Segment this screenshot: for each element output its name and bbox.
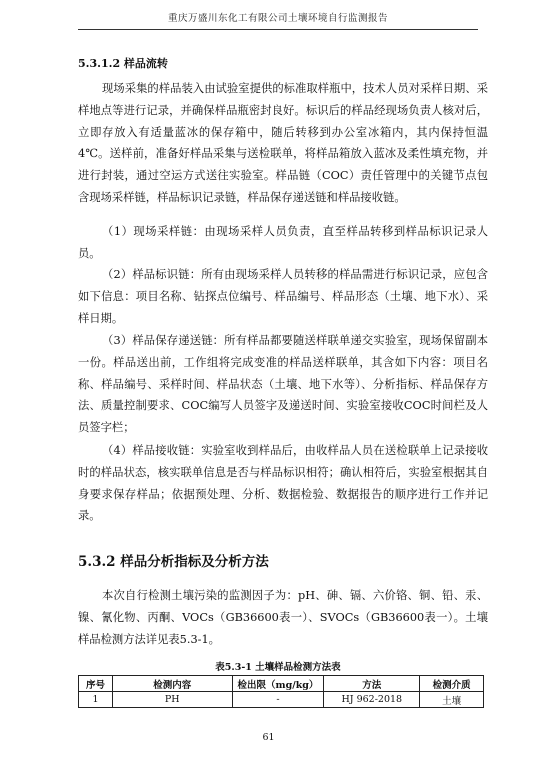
running-header: 重庆万盛川东化工有限公司土壤环境自行监测报告 <box>167 13 388 24</box>
paragraph-sample-storage-chain: （3）样品保存递送链：所有样品都要随送样联单递交实验室，现场保留副本一份。样品送出前，工作组将完成变准的样品送样联单，其含如下内容：项目名称、样品编号、采样时间、样品状态（土壤、地下水等）、分析指标、样品保存方法、质量控制要求、COC编写人员签字及递送时间、实验室接收COC时间栏及人员签字栏； <box>78 334 488 435</box>
heading-analysis-indicators: 5.3.2 样品分析指标及分析方法 <box>78 554 269 570</box>
table-header-cell: 方法 <box>324 676 420 692</box>
soil-methods-table <box>78 675 484 708</box>
paragraph-monitoring-factors: 本次自行检测土壤污染的监测因子为：pH、砷、镉、六价铬、铜、铅、汞、镍、氰化物、丙酮、VOCs（GB36600表一）、SVOCs（GB36600表一）。土壤样品检测方法详见表5.3-1。 <box>78 589 488 646</box>
table-cell: HJ 962-2018 <box>324 692 420 708</box>
paragraph-sample-circulation: 现场采集的样品装入由试验室提供的标准取样瓶中，技术人员对采样日期、采样地点等进行记录，并确保样品瓶密封良好。标识后的样品经现场负责人核对后，立即存放入有适量蓝冰的保存箱中，随后转移到办公室冰箱内，其内保持恒温4℃。送样前，准备好样品采集与送检联单，将样品箱放入蓝冰及柔性填充物，并进行封装，通过空运方式送往实验室。样品链（COC）责任管理中的关键节点包含现场采样链，样品标识记录链，样品保存递送链和样品接收链。 <box>78 82 488 204</box>
table-cell: - <box>232 692 324 708</box>
table-header-cell: 检出限（mg/kg） <box>232 676 324 692</box>
header-rule <box>78 29 478 30</box>
table-header-cell: 检测介质 <box>420 676 484 692</box>
page-number: 61 <box>262 732 275 743</box>
table-header-cell: 序号 <box>79 676 113 692</box>
table-cell: 1 <box>79 692 113 708</box>
table-cell: PH <box>112 692 232 708</box>
table-cell: 土壤 <box>420 692 484 708</box>
paragraph-sample-receipt-chain: （4）样品接收链：实验室收到样品后，由收样品人员在送检联单上记录接收时的样品状态，核实联单信息是否与样品标识相符；确认相符后，实验室根据其自身要求保存样品；依据预处理、分析、数据检验、数据报告的顺序进行工作并记录。 <box>78 444 488 523</box>
paragraph-sample-labeling-chain: （2）样品标识链：所有由现场采样人员转移的样品需进行标识记录，应包含如下信息：项目名称、钻探点位编号、样品编号、样品形态（土壤、地下水）、采样日期。 <box>78 268 488 325</box>
table-header-cell: 检测内容 <box>112 676 232 692</box>
table-row <box>79 692 484 708</box>
table-header-row <box>79 676 484 692</box>
heading-sample-circulation: 5.3.1.2 样品流转 <box>78 57 168 70</box>
paragraph-field-sampling-chain: （1）现场采样链：由现场采样人员负责，直至样品转移到样品标识记录人员。 <box>78 225 488 260</box>
table-caption: 表5.3-1 土壤样品检测方法表 <box>215 662 341 673</box>
